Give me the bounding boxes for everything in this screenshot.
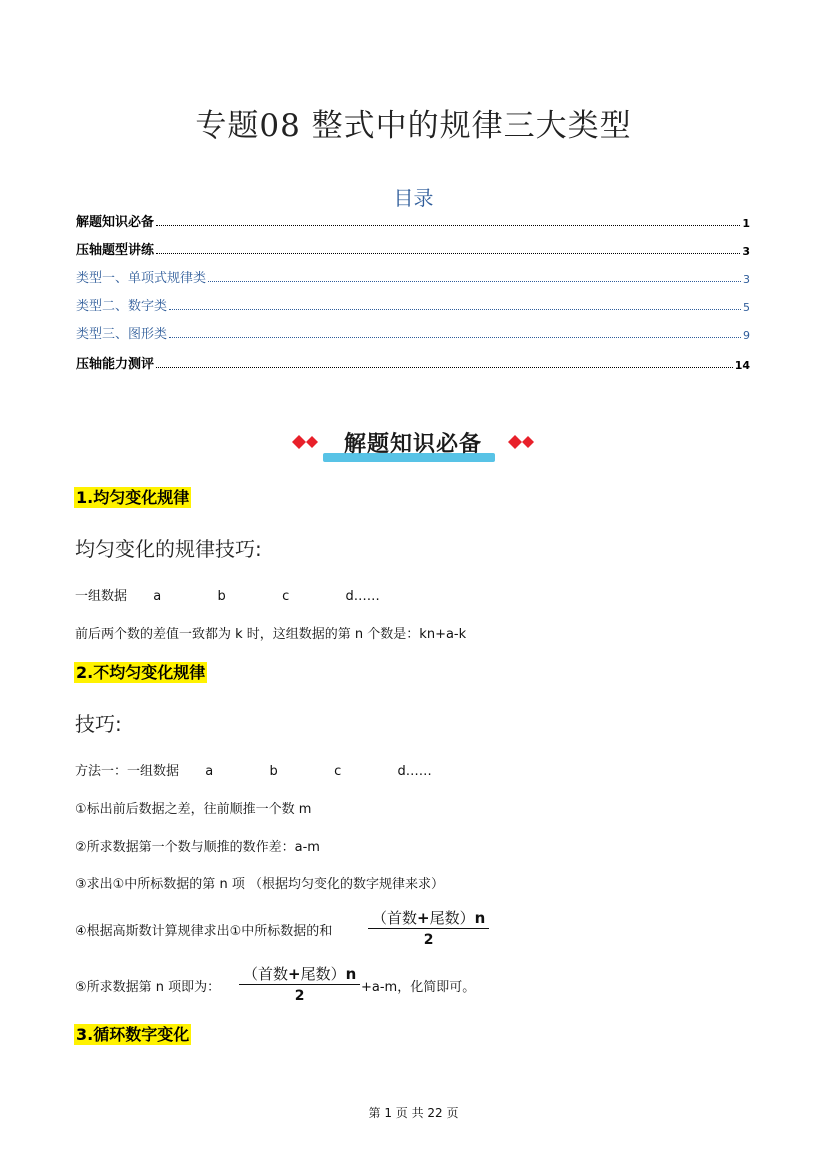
toc-leader-dots <box>169 308 741 310</box>
sequence-item: b <box>269 764 278 779</box>
toc-leader-dots <box>169 336 741 338</box>
method-step: ①标出前后数据之差，往前顺推一个数 m <box>75 802 312 817</box>
diamond-decoration-icon <box>508 435 536 449</box>
sequence-item: c <box>282 589 290 604</box>
sequence-item: b <box>217 589 226 604</box>
toc-heading: 目录 <box>393 186 434 210</box>
method-step: ④根据高斯数计算规律求出①中所标数据的和 <box>75 924 333 939</box>
section-heading-text: 1.均匀变化规律 <box>76 488 190 507</box>
fraction-numerator: （首数+尾数）n <box>239 963 360 985</box>
toc-entry[interactable] <box>76 324 750 342</box>
toc-entry[interactable] <box>76 296 750 314</box>
sequence-prefix: 方法一：一组数据 <box>75 764 180 779</box>
toc-entry[interactable] <box>76 354 750 372</box>
toc-leader-dots <box>156 366 733 368</box>
fraction-numerator: （首数+尾数）n <box>368 907 489 929</box>
toc-entry[interactable] <box>76 240 750 258</box>
sequence-item: a <box>205 764 214 779</box>
section-heading-text: 2.不均匀变化规律 <box>76 663 206 682</box>
gauss-sum-fraction <box>368 907 489 948</box>
fraction-denominator: 2 <box>423 932 434 948</box>
toc-entry-label: 解题知识必备 <box>76 215 155 230</box>
rule-statement: 前后两个数的差值一致都为 k 时，这组数据的第 n 个数是：kn+a-k <box>75 627 467 642</box>
method-step-suffix: +a-m，化简即可。 <box>361 980 476 995</box>
section-heading <box>74 1024 191 1046</box>
section-heading <box>74 662 207 684</box>
toc-entry-label: 压轴能力测评 <box>76 357 155 372</box>
sequence-prefix: 一组数据 <box>75 589 128 604</box>
banner-label: 解题知识必备 <box>343 432 482 457</box>
toc-entry-page: 14 <box>734 359 750 372</box>
toc-entry-page: 3 <box>743 273 750 286</box>
toc-entry-page: 5 <box>743 301 750 314</box>
document-title: 专题08 整式中的规律三大类型 <box>195 108 632 144</box>
gauss-sum-fraction <box>239 963 360 1004</box>
sequence-item: a <box>153 589 162 604</box>
toc-entry-page: 9 <box>743 329 750 342</box>
toc-entry-label: 类型一、单项式规律类 <box>76 271 207 286</box>
page-footer: 第 1 页 共 22 页 <box>368 1106 459 1120</box>
toc-leader-dots <box>156 224 740 226</box>
fraction-denominator: 2 <box>294 988 305 1004</box>
toc-entry[interactable] <box>76 268 750 286</box>
toc-entry-page: 1 <box>742 217 750 230</box>
toc-entry-label: 压轴题型讲练 <box>76 243 155 258</box>
sequence-item: d…… <box>397 764 432 779</box>
sequence-item: d…… <box>345 589 380 604</box>
sequence-item: c <box>334 764 342 779</box>
section-heading <box>74 487 191 509</box>
toc-entry-page: 3 <box>742 245 750 258</box>
example-sequence <box>75 760 432 779</box>
section-banner <box>290 424 540 468</box>
example-sequence <box>75 585 380 604</box>
toc-leader-dots <box>156 252 740 254</box>
method-step: ⑤所求数据第 n 项即为： <box>75 980 221 995</box>
section-subtitle: 均匀变化的规律技巧: <box>75 537 262 561</box>
method-step: ②所求数据第一个数与顺推的数作差：a-m <box>75 840 320 855</box>
method-step: ③求出①中所标数据的第 n 项 （根据均匀变化的数字规律来求） <box>75 877 444 892</box>
toc-entry[interactable] <box>76 212 750 230</box>
section-heading-text: 3.循环数字变化 <box>76 1025 190 1044</box>
toc-entry-label: 类型三、图形类 <box>76 327 168 342</box>
toc-leader-dots <box>208 280 741 282</box>
section-subtitle: 技巧: <box>75 712 122 736</box>
toc-entry-label: 类型二、数字类 <box>76 299 168 314</box>
